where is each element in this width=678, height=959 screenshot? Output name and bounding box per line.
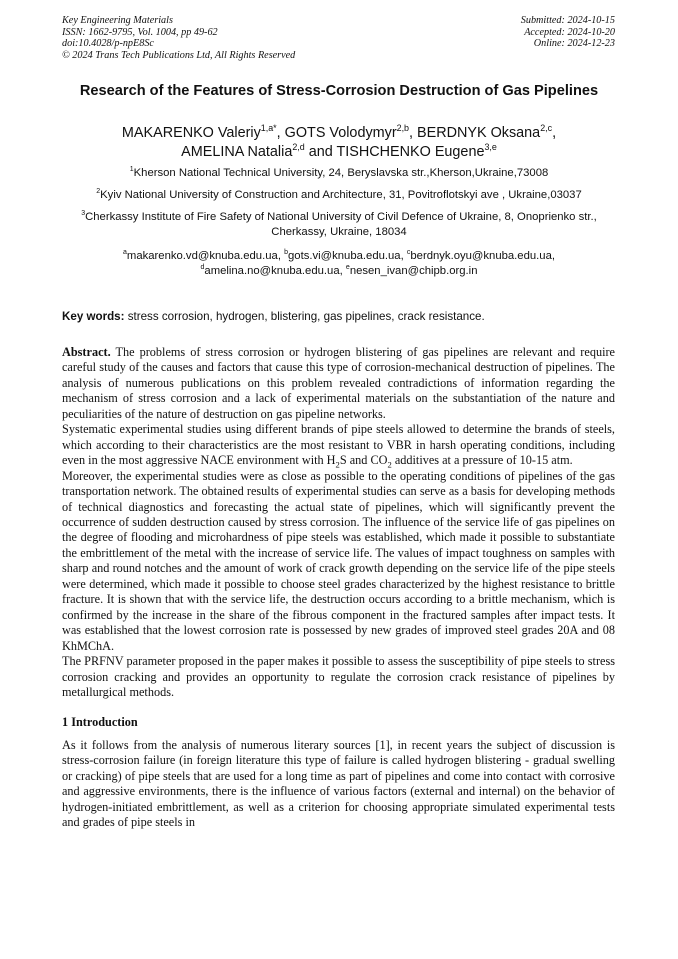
email-link[interactable]: gots.vi@knuba.edu.ua bbox=[288, 250, 401, 262]
author-sup: 2,d bbox=[292, 142, 305, 153]
abstract-text: S and CO bbox=[339, 453, 388, 468]
author-sep: and bbox=[304, 144, 337, 160]
affiliation-sup: 2 bbox=[96, 188, 101, 196]
author-sep: , bbox=[276, 125, 285, 141]
affiliation-text: Cherkassy Institute of Fire Safety of National University of Civil Defence of Ukraine, 8, Onoprienko str., Cherkassy, Ukraine, 18034 bbox=[85, 211, 597, 238]
subscript: 2 bbox=[335, 459, 340, 470]
email-link[interactable]: makarenko.vd@knuba.edu.ua bbox=[126, 250, 278, 262]
affiliations bbox=[60, 166, 618, 279]
email-sep: , bbox=[277, 250, 285, 262]
subscript: 2 bbox=[387, 459, 392, 470]
journal-issn: ISSN: 1662-9795, Vol. 1004, pp 49-62 bbox=[62, 26, 218, 38]
email-sep: , bbox=[339, 265, 346, 277]
keywords bbox=[62, 309, 616, 324]
email-sup: b bbox=[284, 249, 288, 257]
author-sup: 2,c bbox=[540, 123, 553, 134]
journal-doi: doi:10.4028/p-npE8Sc bbox=[62, 38, 154, 50]
author-emails bbox=[60, 249, 618, 279]
intro-paragraph: As it follows from the analysis of numerous literary sources [1], in recent years the subject of discussion is stress-corrosion failure (in foreign literature this type of failure is called hydrogen blistering - gradual swelling or cracking) of pipe steels that are used for a long time as part of pipelines and come into contact with corrosive and aggressive environments, there is the influence of various factors (external and internal) on the behavior of hydrogen-initiated embrittlement, as well as a criterion for choosing appropriate simulated experimental tests and grades of pipe steels in bbox=[62, 737, 615, 830]
author-sep: , bbox=[552, 125, 557, 141]
affiliation-sup: 3 bbox=[81, 210, 86, 218]
paper-title: Research of the Features of Stress-Corrosion Destruction of Gas Pipelines bbox=[79, 83, 599, 99]
affiliation-text: Kyiv National University of Construction and Architecture, 31, Povitroflotskyi ave , Ukraine,03037 bbox=[100, 189, 582, 201]
abstract-paragraph bbox=[62, 422, 615, 468]
email-sup: e bbox=[345, 264, 350, 272]
author-name: BERDNYK Oksana bbox=[417, 125, 541, 141]
journal-header-left bbox=[62, 15, 295, 61]
date-accepted: Accepted: 2024-10-20 bbox=[524, 26, 615, 38]
email-link[interactable]: amelina.no@knuba.edu.ua bbox=[204, 265, 340, 277]
paper-body bbox=[62, 345, 615, 831]
email-sup: a bbox=[123, 249, 127, 257]
author-list bbox=[62, 124, 616, 162]
abstract-text: Systematic experimental studies using different brands of pipe steels allowed to determine the brands of steels, which according to their characteristics are the most resistant to VBR in harsh operating conditions, including even in the most aggressive NACE environment with H bbox=[62, 422, 615, 468]
affiliation-text: Kherson National Technical University, 24, Beryslavska str.,Kherson,Ukraine,73008 bbox=[133, 167, 549, 179]
abstract-paragraph: The PRFNV parameter proposed in the paper makes it possible to assess the susceptibility of pipe steels to stress corrosion cracking and provides an opportunity to regulate the corrosion crack resistance of pipelines by metallurgical methods. bbox=[62, 654, 615, 699]
journal-header-right bbox=[521, 15, 615, 50]
email-link[interactable]: berdnyk.oyu@knuba.edu.ua bbox=[410, 250, 552, 262]
author-name: AMELINA Natalia bbox=[181, 144, 293, 160]
date-online: Online: 2024-12-23 bbox=[533, 38, 615, 50]
email-sep: , bbox=[400, 250, 407, 262]
email-sup: c bbox=[406, 249, 411, 257]
abstract-paragraph: Moreover, the experimental studies were as close as possible to the operating conditions of pipelines of the gas transportation network. The obtained results of experimental studies can serve as a basis for developing methods of technical diagnostics and forecasting the actual state of pipelines, which will significantly prevent the occurrence of sudden destruction caused by stress corrosion. The influence of the service life of gas pipelines on the degree of flooding and microhardness of pipe steels was established, which made it possible to substantiate the embrittlement of the metal with the increase of service life. The values of impact toughness on samples with sharp and round notches and the amount of work of crack growth depending on the service life of the pipe steels were determined, which made it possible to choose steel grades characterized by the highest resistance to brittle fracture. It is shown that with the service life, the destruction occurs according to a brittle mechanism, which is confirmed by the increase in the share of the fibrous component in the fractured samples after impact tests. It was established that the lowest corrosion rate is possessed by new grades of improved steel grades 20A and 08 KhMChA. bbox=[62, 468, 615, 653]
section-heading: 1 Introduction bbox=[62, 715, 138, 730]
abstract-paragraph bbox=[62, 345, 615, 422]
keywords-text: stress corrosion, hydrogen, blistering, gas pipelines, crack resistance. bbox=[124, 310, 485, 323]
email-link[interactable]: nesen_ivan@chipb.org.in bbox=[349, 265, 478, 277]
email-sep: , bbox=[551, 250, 555, 262]
affiliation-1 bbox=[60, 166, 618, 181]
journal-name: Key Engineering Materials bbox=[62, 15, 173, 26]
journal-copyright: © 2024 Trans Tech Publications Ltd, All Rights Reserved bbox=[62, 49, 296, 61]
keywords-label: Key words: bbox=[62, 310, 125, 323]
author-sep: , bbox=[409, 125, 418, 141]
affiliation-2 bbox=[60, 188, 618, 203]
author-name: TISHCHENKO Eugene bbox=[336, 144, 485, 160]
abstract-text: additives at a pressure of 10-15 atm. bbox=[391, 453, 573, 468]
abstract-text: The problems of stress corrosion or hydrogen blistering of gas pipelines are relevant and require careful study of the causes and factors that cause this type of corrosion-mechanical destruction of pipelines. The analysis of numerous publications on this problem revealed contradictions of information regarding the mechanism of stress corrosion and a lack of experimental materials on the substantiation of the nature and peculiarities of the nature of destruction on gas pipeline networks. bbox=[62, 345, 615, 421]
author-name: MAKARENKO Valeriy bbox=[121, 125, 261, 141]
email-sup: d bbox=[200, 264, 205, 272]
author-sup: 3,e bbox=[484, 142, 497, 153]
author-sup: 2,b bbox=[396, 123, 410, 134]
affiliation-3 bbox=[60, 210, 618, 240]
author-sup: 1,a* bbox=[260, 123, 277, 134]
date-submitted: Submitted: 2024-10-15 bbox=[520, 15, 615, 26]
affiliation-sup: 1 bbox=[129, 166, 134, 174]
abstract-label: Abstract. bbox=[62, 345, 111, 359]
author-name: GOTS Volodymyr bbox=[284, 125, 397, 141]
